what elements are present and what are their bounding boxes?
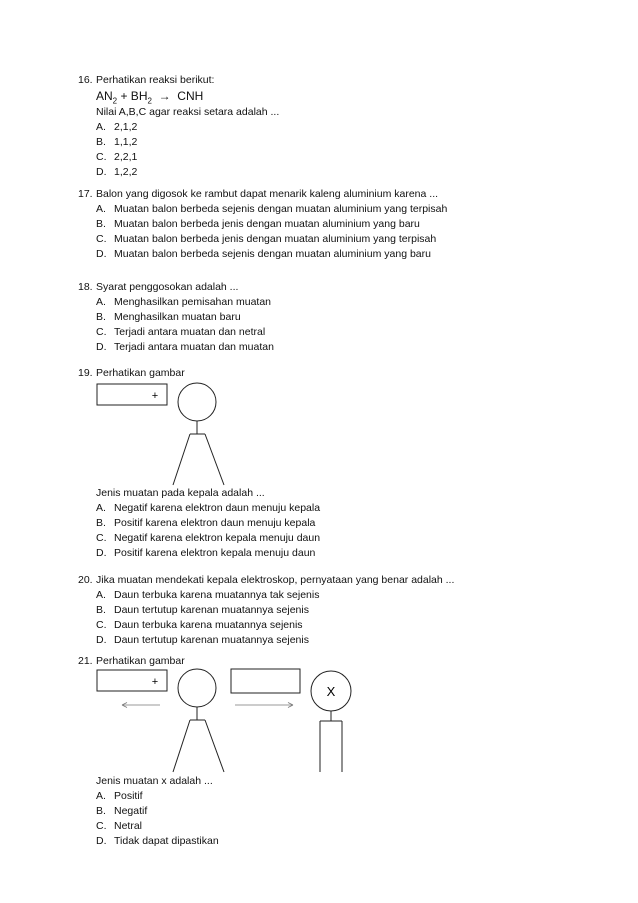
option-d[interactable]: D. Positif karena elektron kepala menuju daun [96, 547, 316, 559]
option-c[interactable]: C. Muatan balon berbeda jenis dengan muatan aluminium yang terpisah [96, 233, 437, 245]
option-c[interactable]: C. Negatif karena elektron kepala menuju daun [96, 532, 321, 544]
electroscope-knob [178, 669, 216, 707]
question-17-stem: 17. Balon yang digosok ke rambut dapat menarik kaleng aluminium karena ... [78, 188, 439, 200]
question-number: 16. [78, 74, 93, 86]
electroscope-leaf-right [205, 434, 224, 485]
option-b[interactable]: B. Negatif [96, 805, 148, 817]
second-rod [231, 669, 300, 693]
option-a[interactable]: A. Positif [96, 790, 143, 802]
question-21-stem: 21. Perhatikan gambar [78, 655, 185, 667]
option-b[interactable]: B. Menghasilkan muatan baru [96, 311, 241, 323]
option-c[interactable]: C. 2,2,1 [96, 151, 138, 163]
electroscope-figure-21 [0, 666, 638, 776]
option-d[interactable]: D. Terjadi antara muatan dan muatan [96, 341, 274, 353]
electroscope-knob [178, 383, 216, 421]
option-d[interactable]: D. Tidak dapat dipastikan [96, 835, 219, 847]
option-b[interactable]: B. 1,1,2 [96, 136, 138, 148]
unknown-charge-label: X [326, 684, 336, 699]
option-a[interactable]: A. Menghasilkan pemisahan muatan [96, 296, 272, 308]
option-a[interactable]: A. Negatif karena elektron daun menuju kepala [96, 502, 321, 514]
reaction-arrow-icon: → [158, 89, 171, 103]
question-text: Perhatikan reaksi berikut: [96, 74, 215, 86]
question-19-ask: Jenis muatan pada kepala adalah ... [96, 487, 265, 499]
question-19-body [78, 486, 578, 561]
question-19-stem: 19. Perhatikan gambar [78, 367, 185, 379]
question-19 [78, 366, 578, 381]
rod-charge-sign: + [151, 390, 159, 402]
option-d[interactable]: D. Muatan balon berbeda sejenis dengan muatan aluminium yang baru [96, 248, 431, 260]
option-b[interactable]: B. Muatan balon berbeda jenis dengan muatan aluminium yang baru [96, 218, 420, 230]
question-21-body [78, 774, 578, 849]
option-a[interactable]: A. 2,1,2 [96, 121, 138, 133]
question-17 [78, 187, 578, 262]
electroscope-leaf-right [205, 720, 224, 772]
option-a[interactable]: A. Muatan balon berbeda sejenis dengan muatan aluminium yang terpisah [96, 203, 448, 215]
option-b[interactable]: B. Daun tertutup karenan muatannya sejenis [96, 604, 309, 616]
option-b[interactable]: B. Positif karena elektron daun menuju kepala [96, 517, 316, 529]
reaction-equation: $AN_2 + BH_2$ → CNH [96, 89, 204, 106]
question-20 [78, 573, 578, 648]
electroscope-leaf-left [173, 720, 190, 772]
question-20-stem: 20. Jika muatan mendekati kepala elektroskop, pernyataan yang benar adalah ... [78, 574, 455, 586]
option-c[interactable]: C. Terjadi antara muatan dan netral [96, 326, 266, 338]
option-c[interactable]: C. Netral [96, 820, 143, 832]
question-21-ask: Jenis muatan x adalah ... [96, 775, 213, 787]
question-18 [78, 280, 578, 355]
electroscope-leaf-left [173, 434, 190, 485]
option-a[interactable]: A. Daun terbuka karena muatannya tak sejenis [96, 589, 320, 601]
question-16 [78, 73, 578, 180]
question-18-stem: 18. Syarat penggosokan adalah ... [78, 281, 239, 293]
option-c[interactable]: C. Daun terbuka karena muatannya sejenis [96, 619, 303, 631]
question-16-stem [78, 73, 578, 88]
electroscope-figure-19 [0, 380, 638, 490]
option-d[interactable]: D. Daun tertutup karenan muatannya sejenis [96, 634, 309, 646]
rod-charge-sign: + [151, 676, 159, 688]
option-d[interactable]: D. 1,2,2 [96, 166, 138, 178]
question-16-ask: Nilai A,B,C agar reaksi setara adalah ... [96, 106, 280, 118]
